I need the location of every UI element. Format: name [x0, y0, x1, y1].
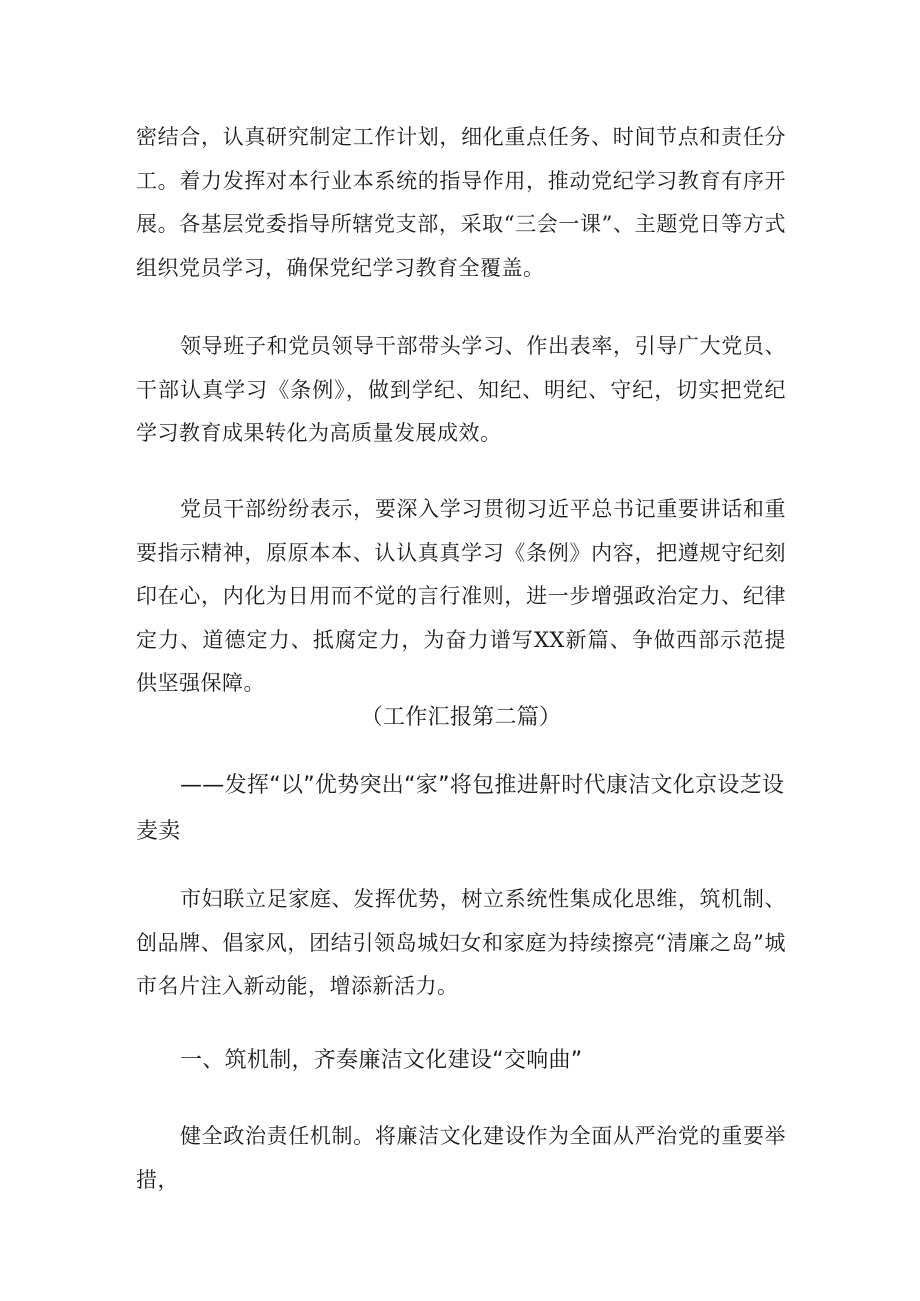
section-heading: 一、筑机制，齐奏廉洁文化建设“交响曲”: [180, 1048, 583, 1073]
body-paragraph: 市妇联立足家庭、发挥优势，树立系统性集成化思维，筑机制、创品牌、倡家风，团结引领岛城妇女和家庭为持续擦亮“清廉之岛”城市名片注入新动能，增添新活力。: [136, 887, 786, 998]
body-paragraph: 密结合，认真研究制定工作计划，细化重点任务、时间节点和责任分工。着力发挥对本行业本系统的指导作用，推动党纪学习教育有序开展。各基层党委指导所辖党支部，采取“三会一课”、主题党日等方式组织党员学习，确保党纪学习教育全覆盖。: [136, 125, 786, 280]
article-subtitle: ——发挥“以”优势突出“家”将包推进鼾时代康洁文化京设芝设麦卖: [136, 773, 785, 844]
body-paragraph: 党员干部纷纷表示，要深入学习贯彻习近平总书记重要讲话和重要指示精神，原原本本、认认真真学习《条例》内容，把遵规守纪刻印在心，内化为日用而不觉的言行准则，进一步增强政治定力、纪律定力、道德定力、抵腐定力，为奋力谱写XX新篇、争做西部示范提供坚强保障。: [136, 497, 786, 695]
body-paragraph: 健全政治责任机制。将廉洁文化建设作为全面从严治党的重要举措，: [136, 1124, 786, 1192]
section-title: （工作汇报第二篇）: [360, 705, 562, 730]
body-paragraph: 领导班子和党员领导干部带头学习、作出表率，引导广大党员、干部认真学习《条例》，做到学纪、知纪、明纪、守纪，切实把党纪学习教育成果转化为高质量发展成效。: [136, 334, 786, 445]
